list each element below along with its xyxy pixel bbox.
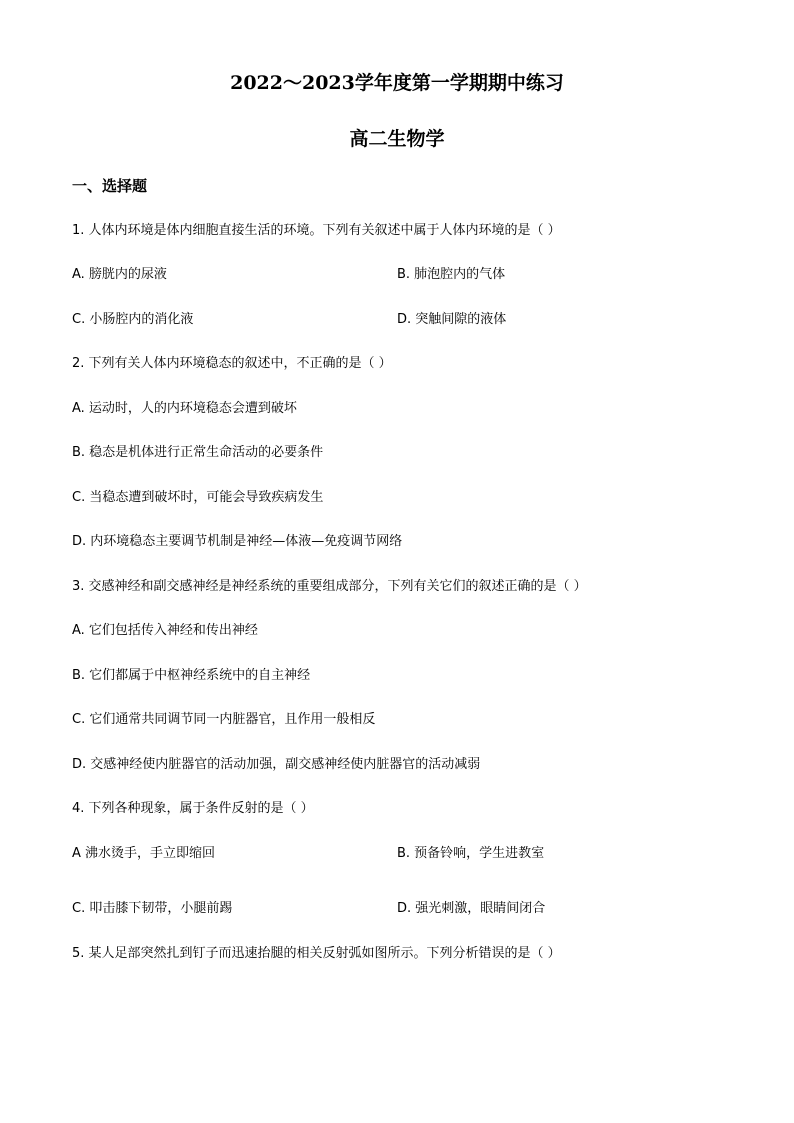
question-1-stem: 1. 人体内环境是体内细胞直接生活的环境。下列有关叙述中属于人体内环境的是（ ） <box>72 223 561 238</box>
question-1-option-d: D. 突触间隙的液体 <box>397 312 507 327</box>
question-3-option-d: D. 交感神经使内脏器官的活动加强，副交感神经使内脏器官的活动减弱 <box>72 757 481 772</box>
question-4-stem: 4. 下列各种现象，属于条件反射的是（ ） <box>72 801 314 816</box>
question-5-stem: 5. 某人足部突然扎到钉子而迅速抬腿的相关反射弧如图所示。下列分析错误的是（ ） <box>72 946 561 961</box>
question-4-option-b: B. 预备铃响，学生进教室 <box>397 846 545 861</box>
question-4-option-d: D. 强光刺激，眼睛间闭合 <box>397 901 546 916</box>
question-4-option-c: C. 叩击膝下韧带，小腿前踢 <box>72 901 233 916</box>
question-1-option-a: A. 膀胱内的尿液 <box>72 267 167 282</box>
document-subtitle: 高二生物学 <box>349 128 445 150</box>
question-1-option-b: B. 肺泡腔内的气体 <box>397 267 506 282</box>
question-2-option-d: D. 内环境稳态主要调节机制是神经—体液—免疫调节网络 <box>72 534 403 549</box>
question-2-option-c: C. 当稳态遭到破坏时，可能会导致疾病发生 <box>72 490 324 505</box>
question-3-option-a: A. 它们包括传入神经和传出神经 <box>72 623 258 638</box>
document-title: 2022～2023学年度第一学期期中练习 <box>230 72 564 94</box>
question-3-option-b: B. 它们都属于中枢神经系统中的自主神经 <box>72 668 311 683</box>
question-1-option-c: C. 小肠腔内的消化液 <box>72 312 194 327</box>
question-2-option-a: A. 运动时，人的内环境稳态会遭到破坏 <box>72 401 297 416</box>
section-heading: 一、选择题 <box>72 177 148 195</box>
question-3-option-c: C. 它们通常共同调节同一内脏器官，且作用一般相反 <box>72 712 376 727</box>
question-2-option-b: B. 稳态是机体进行正常生命活动的必要条件 <box>72 445 324 460</box>
question-2-stem: 2. 下列有关人体内环境稳态的叙述中，不正确的是（ ） <box>72 356 392 371</box>
question-3-stem: 3. 交感神经和副交感神经是神经系统的重要组成部分，下列有关它们的叙述正确的是（ ） <box>72 579 587 594</box>
question-4-option-a: A 沸水烫手，手立即缩回 <box>72 846 216 861</box>
